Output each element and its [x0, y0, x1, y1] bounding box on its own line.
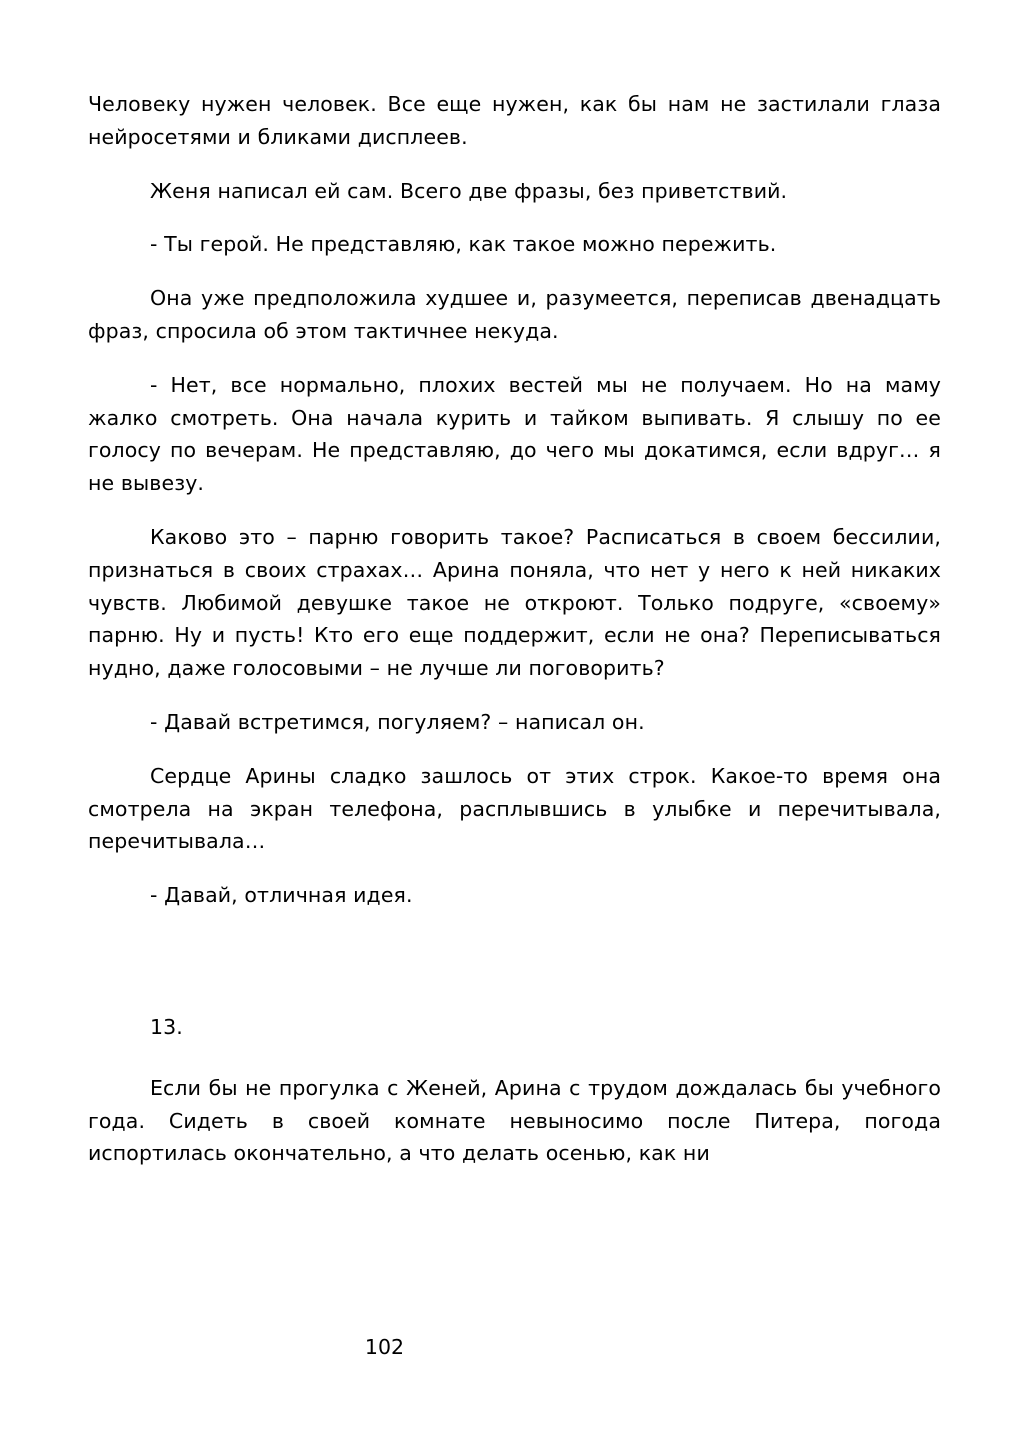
- paragraph: - Ты герой. Не представляю, как такое можно пережить.: [150, 232, 777, 257]
- paragraph: Если бы не прогулка с Женей, Арина с трудом дождалась бы учебного года. Сидеть в своей комнате невыносимо после Питера, погода испортилась окончательно, а что делать осенью, как ни: [88, 1075, 941, 1166]
- paragraph: - Давай, отличная идея.: [150, 883, 413, 908]
- paragraph: - Нет, все нормально, плохих вестей мы не получаем. Но на маму жалко смотреть. Она начала курить и тайком выпивать. Я слышу по ее голосу по вечерам. Не представляю, до чего мы докатимся, если вдруг… я не вывезу.: [88, 372, 941, 496]
- section-break: [88, 933, 941, 959]
- section-heading: 13.: [150, 1014, 183, 1039]
- page-number: 102: [364, 1335, 405, 1359]
- paragraph: Сердце Арины сладко зашлось от этих строк. Какое-то время она смотрела на экран телефона, расплывшись в улыбке и перечитывала, перечитывала…: [88, 763, 941, 854]
- paragraph: - Давай встретимся, погуляем? – написал он.: [150, 709, 645, 734]
- paragraph: Она уже предположила худшее и, разумеется, переписав двенадцать фраз, спросила об этом тактичнее некуда.: [88, 286, 941, 343]
- paragraph: Каково это – парню говорить такое? Расписаться в своем бессилии, признаться в своих страхах… Арина поняла, что нет у него к ней никаких чувств. Любимой девушке такое не откроют. Только подруге, «своему» парню. Ну и пусть! Кто его еще поддержит, если не она? Переписываться нудно, даже голосовыми – не лучше ли поговорить?: [88, 524, 941, 681]
- page-body: [88, 88, 941, 1170]
- paragraph: Женя написал ей сам. Всего две фразы, без приветствий.: [150, 178, 788, 203]
- paragraph: Человеку нужен человек. Все еще нужен, как бы нам не застилали глаза нейросетями и бликами дисплеев.: [88, 92, 941, 149]
